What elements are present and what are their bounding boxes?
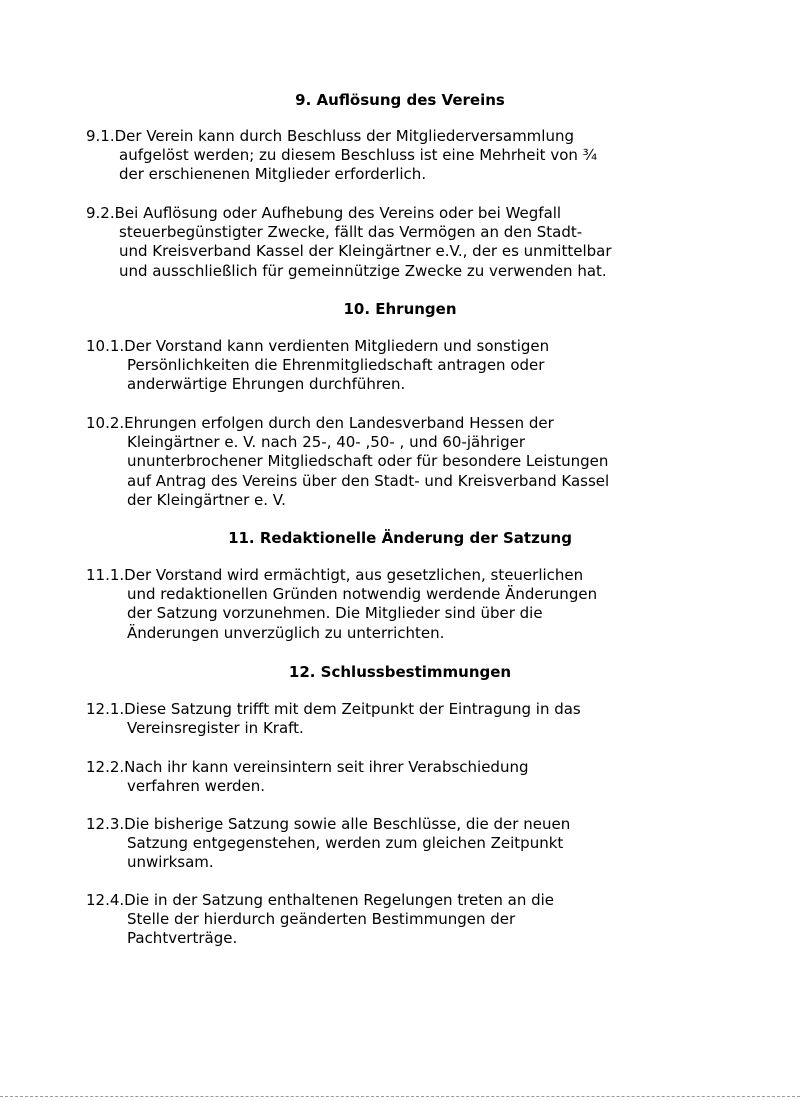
paragraph-line: und Kreisverband Kassel der Kleingärtner e.V., der es unmittelbar — [119, 242, 612, 261]
paragraph-line: und redaktionellen Gründen notwendig werdende Änderungen — [127, 585, 598, 604]
paragraph-line: Persönlichkeiten die Ehrenmitgliedschaft antragen oder — [127, 356, 545, 375]
paragraph-line: der Satzung vorzunehmen. Die Mitglieder sind über die — [127, 604, 543, 623]
paragraph-line: 10.1.Der Vorstand kann verdienten Mitgliedern und sonstigen — [86, 337, 550, 355]
paragraph-line: verfahren werden. — [127, 777, 266, 796]
paragraph-line: 9.1.Der Verein kann durch Beschluss der Mitgliederversammlung — [86, 127, 574, 145]
paragraph-9-1 — [86, 127, 646, 185]
paragraph-line: anderwärtige Ehrungen durchführen. — [127, 375, 406, 394]
paragraph-line: 9.2.Bei Auflösung oder Aufhebung des Vereins oder bei Wegfall — [86, 204, 562, 222]
paragraph-line: aufgelöst werden; zu diesem Beschluss ist eine Mehrheit von ¾ — [119, 146, 598, 165]
paragraph-line: 12.1.Diese Satzung trifft mit dem Zeitpunkt der Eintragung in das — [86, 700, 581, 718]
paragraph-line: 12.3.Die bisherige Satzung sowie alle Beschlüsse, die der neuen — [86, 815, 571, 833]
paragraph-line: 12.4.Die in der Satzung enthaltenen Regelungen treten an die — [86, 891, 555, 909]
paragraph-line: auf Antrag des Vereins über den Stadt- und Kreisverband Kassel — [127, 471, 610, 490]
paragraph-9-2 — [86, 204, 646, 281]
section-title-12: 12. Schlussbestimmungen — [288, 663, 512, 681]
paragraph-12-1 — [86, 700, 646, 738]
paragraph-line: unwirksam. — [127, 853, 214, 872]
paragraph-line: 11.1.Der Vorstand wird ermächtigt, aus gesetzlichen, steuerlichen — [86, 566, 584, 584]
paragraph-line: Vereinsregister in Kraft. — [127, 719, 304, 738]
paragraph-12-3 — [86, 815, 646, 873]
paragraph-10-1 — [86, 337, 646, 395]
paragraph-12-2 — [86, 758, 646, 796]
paragraph-line: der Kleingärtner e. V. — [127, 490, 286, 509]
paragraph-line: Satzung entgegenstehen, werden zum gleichen Zeitpunkt — [127, 834, 564, 853]
paragraph-line: 10.2.Ehrungen erfolgen durch den Landesverband Hessen der — [86, 414, 554, 432]
paragraph-line: 12.2.Nach ihr kann vereinsintern seit ihrer Verabschiedung — [86, 758, 529, 776]
section-title-9: 9. Auflösung des Vereins — [295, 91, 505, 109]
paragraph-12-4 — [86, 891, 646, 949]
paragraph-line: Stelle der hierdurch geänderten Bestimmungen der — [127, 910, 516, 929]
section-title-11: 11. Redaktionelle Änderung der Satzung — [228, 529, 572, 547]
paragraph-line: und ausschließlich für gemeinnützige Zwecke zu verwenden hat. — [119, 261, 607, 280]
paragraph-line: der erschienenen Mitglieder erforderlich. — [119, 165, 427, 184]
paragraph-line: Pachtverträge. — [127, 929, 238, 948]
paragraph-11-1 — [86, 566, 646, 643]
paragraph-line: Änderungen unverzüglich zu unterrichten. — [127, 623, 445, 642]
paragraph-line: Kleingärtner e. V. nach 25-, 40- ,50- , und 60-jähriger — [127, 433, 525, 452]
page-bottom-rule — [0, 1096, 800, 1097]
section-title-10: 10. Ehrungen — [343, 300, 457, 318]
paragraph-10-2 — [86, 414, 646, 510]
paragraph-line: ununterbrochener Mitgliedschaft oder für besondere Leistungen — [127, 452, 609, 471]
paragraph-line: steuerbegünstigter Zwecke, fällt das Vermögen an den Stadt- — [119, 223, 583, 242]
